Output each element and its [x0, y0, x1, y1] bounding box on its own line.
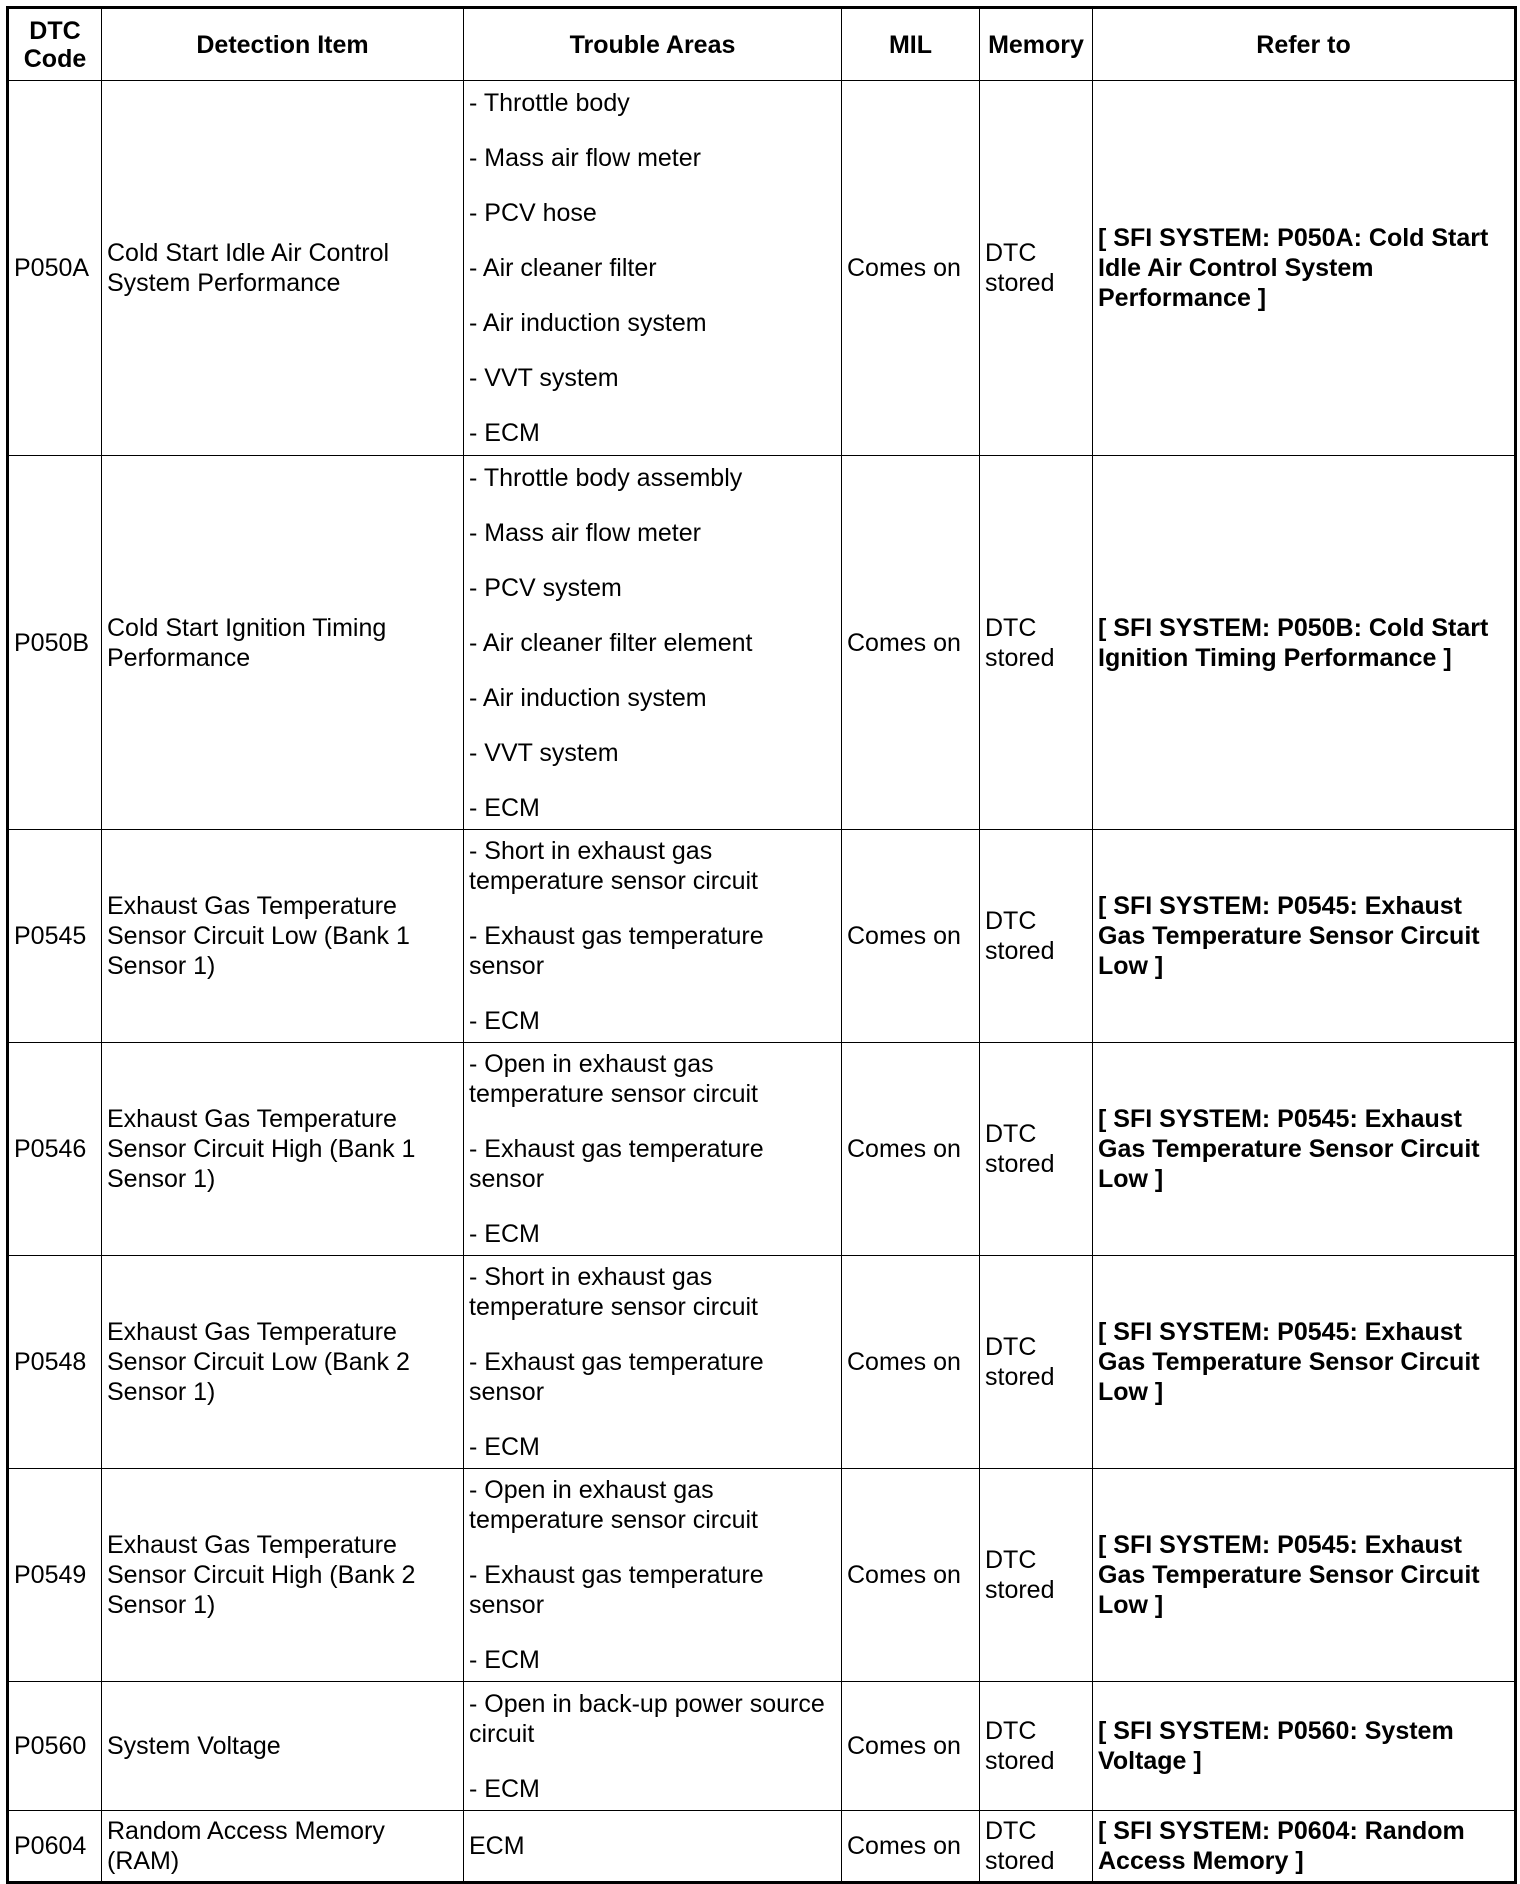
mil-cell: Comes on — [842, 1682, 980, 1811]
trouble-area-item: - VVT system — [469, 738, 619, 767]
trouble-area-item: - Air induction system — [469, 309, 707, 337]
mil-cell: Comes on — [842, 1256, 980, 1469]
trouble-areas-cell — [464, 1811, 842, 1883]
trouble-areas-cell — [464, 456, 842, 830]
trouble-area-item: - Mass air flow meter — [469, 518, 701, 547]
trouble-area-item: - ECM — [469, 1007, 540, 1035]
dtc-code-cell: P050A — [8, 81, 102, 456]
memory-cell: DTC stored — [980, 830, 1093, 1043]
refer-to-link: [ SFI SYSTEM: P0604: Random Access Memory ] — [1093, 1811, 1516, 1883]
trouble-area-item: - Exhaust gas temperature sensor — [469, 1348, 764, 1406]
column-header-detection-item: Detection Item — [102, 8, 464, 81]
column-header-code: DTC Code — [8, 8, 102, 81]
memory-cell: DTC stored — [980, 1256, 1093, 1469]
table-row — [8, 1043, 1516, 1256]
table-row — [8, 81, 1516, 456]
detection-item-cell: Exhaust Gas Temperature Sensor Circuit Low (Bank 1 Sensor 1) — [102, 830, 464, 1043]
trouble-area-item: - Open in exhaust gas temperature sensor circuit — [469, 1476, 759, 1534]
mil-cell: Comes on — [842, 456, 980, 830]
memory-cell: DTC stored — [980, 1682, 1093, 1811]
trouble-area-item: - Exhaust gas temperature sensor — [469, 1135, 764, 1193]
trouble-areas-cell — [464, 1682, 842, 1811]
mil-cell: Comes on — [842, 830, 980, 1043]
detection-item-cell: Cold Start Idle Air Control System Performance — [102, 81, 464, 456]
column-header-mil: MIL — [842, 8, 980, 81]
mil-cell: Comes on — [842, 1469, 980, 1682]
trouble-area-item: - Throttle body assembly — [469, 463, 743, 492]
table-row — [8, 1682, 1516, 1811]
memory-cell: DTC stored — [980, 1469, 1093, 1682]
dtc-code-cell: P0604 — [8, 1811, 102, 1883]
mil-cell: Comes on — [842, 1043, 980, 1256]
detection-item-cell: Exhaust Gas Temperature Sensor Circuit Low (Bank 2 Sensor 1) — [102, 1256, 464, 1469]
trouble-areas-cell — [464, 1043, 842, 1256]
trouble-area-item: - Open in back-up power source circuit — [469, 1689, 825, 1748]
table-row — [8, 1256, 1516, 1469]
memory-cell: DTC stored — [980, 456, 1093, 830]
memory-cell: DTC stored — [980, 81, 1093, 456]
header-row — [8, 8, 1516, 81]
trouble-area-item: - ECM — [469, 419, 540, 447]
refer-to-link: [ SFI SYSTEM: P050A: Cold Start Idle Air Control System Performance ] — [1093, 81, 1516, 456]
refer-to-link: [ SFI SYSTEM: P0545: Exhaust Gas Temperature Sensor Circuit Low ] — [1093, 1256, 1516, 1469]
table-row — [8, 1469, 1516, 1682]
dtc-code-cell: P0546 — [8, 1043, 102, 1256]
trouble-area-item: - VVT system — [469, 364, 619, 392]
trouble-area-item: - Short in exhaust gas temperature sensor circuit — [469, 1263, 759, 1321]
trouble-area-item: - Throttle body — [469, 89, 630, 117]
trouble-areas-cell — [464, 830, 842, 1043]
trouble-area-item: - Air cleaner filter — [469, 254, 657, 282]
refer-to-link: [ SFI SYSTEM: P050B: Cold Start Ignition Timing Performance ] — [1093, 456, 1516, 830]
trouble-area-item: - Short in exhaust gas temperature sensor circuit — [469, 837, 759, 895]
trouble-area-item: - Exhaust gas temperature sensor — [469, 922, 764, 980]
dtc-code-cell: P0548 — [8, 1256, 102, 1469]
trouble-areas-cell — [464, 1256, 842, 1469]
mil-cell: Comes on — [842, 81, 980, 456]
trouble-area-item: - ECM — [469, 1774, 540, 1803]
memory-cell: DTC stored — [980, 1811, 1093, 1883]
table-row — [8, 1811, 1516, 1883]
trouble-areas-cell — [464, 1469, 842, 1682]
dtc-code-cell: P0545 — [8, 830, 102, 1043]
detection-item-cell: Exhaust Gas Temperature Sensor Circuit High (Bank 1 Sensor 1) — [102, 1043, 464, 1256]
memory-cell: DTC stored — [980, 1043, 1093, 1256]
trouble-area-item: - ECM — [469, 1433, 540, 1461]
refer-to-link: [ SFI SYSTEM: P0545: Exhaust Gas Temperature Sensor Circuit Low ] — [1093, 1043, 1516, 1256]
detection-item-cell: Random Access Memory (RAM) — [102, 1811, 464, 1883]
trouble-area-item: - Air induction system — [469, 683, 707, 712]
column-header-refer-to: Refer to — [1093, 8, 1516, 81]
table-row — [8, 456, 1516, 830]
column-header-memory: Memory — [980, 8, 1093, 81]
trouble-area-item: ECM — [469, 1832, 525, 1860]
column-header-trouble-areas: Trouble Areas — [464, 8, 842, 81]
trouble-area-item: - Open in exhaust gas temperature sensor circuit — [469, 1050, 759, 1108]
refer-to-link: [ SFI SYSTEM: P0545: Exhaust Gas Temperature Sensor Circuit Low ] — [1093, 830, 1516, 1043]
dtc-code-cell: P050B — [8, 456, 102, 830]
detection-item-cell: Cold Start Ignition Timing Performance — [102, 456, 464, 830]
trouble-area-item: - Air cleaner filter element — [469, 628, 753, 657]
mil-cell: Comes on — [842, 1811, 980, 1883]
trouble-area-item: - ECM — [469, 1220, 540, 1248]
trouble-areas-cell — [464, 81, 842, 456]
table-row — [8, 830, 1516, 1043]
dtc-code-cell: P0549 — [8, 1469, 102, 1682]
trouble-area-item: - PCV system — [469, 573, 622, 602]
trouble-area-item: - Mass air flow meter — [469, 144, 701, 172]
dtc-code-cell: P0560 — [8, 1682, 102, 1811]
trouble-area-item: - Exhaust gas temperature sensor — [469, 1561, 764, 1619]
dtc-table — [6, 6, 1517, 1884]
trouble-area-item: - ECM — [469, 1646, 540, 1674]
refer-to-link: [ SFI SYSTEM: P0560: System Voltage ] — [1093, 1682, 1516, 1811]
refer-to-link: [ SFI SYSTEM: P0545: Exhaust Gas Temperature Sensor Circuit Low ] — [1093, 1469, 1516, 1682]
trouble-area-item: - PCV hose — [469, 199, 597, 227]
table-body — [8, 81, 1516, 1883]
trouble-area-item: - ECM — [469, 793, 540, 822]
detection-item-cell: System Voltage — [102, 1682, 464, 1811]
detection-item-cell: Exhaust Gas Temperature Sensor Circuit High (Bank 2 Sensor 1) — [102, 1469, 464, 1682]
